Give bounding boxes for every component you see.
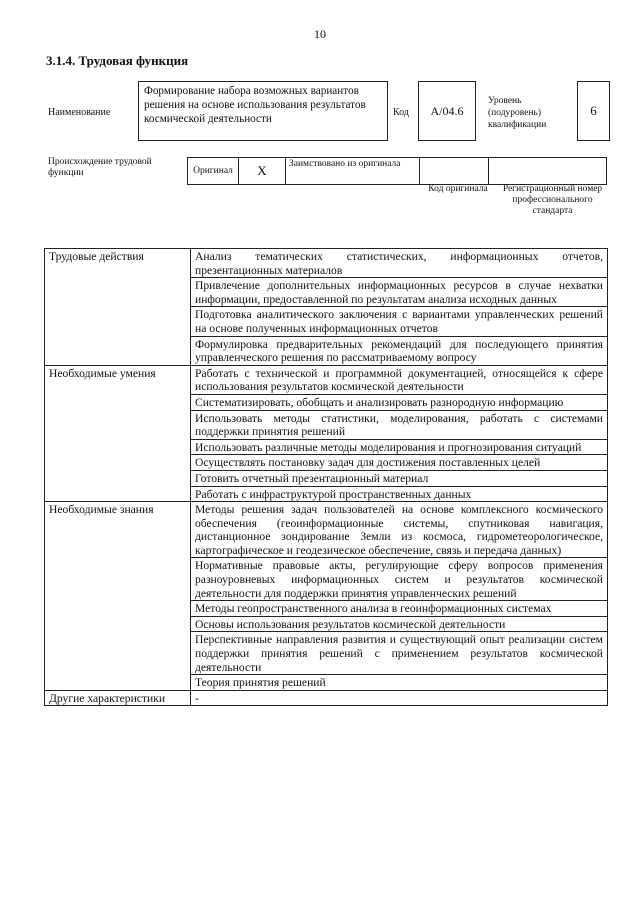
item-cell: Работать с инфраструктурой пространственных данных <box>191 486 608 502</box>
item-cell: Использовать различные методы моделирования и прогнозирования ситуаций <box>191 439 608 455</box>
item-cell: Нормативные правовые акты, регулирующие сферу вопросов применения разноуровневых информационных систем и результатов космической деятельности для поддержки принятия управленческих решений <box>191 558 608 601</box>
category-cell: Трудовые действия <box>45 249 191 366</box>
level-value: 6 <box>577 81 610 141</box>
original-label: Оригинал <box>187 157 239 185</box>
item-cell: Использовать методы статистики, моделирования, работать с системами поддержки принятия решений <box>191 410 608 439</box>
name-label: Наименование <box>48 107 111 118</box>
function-name-value: Формирование набора возможных вариантов решения на основе использования результатов космической деятельности <box>138 81 388 141</box>
item-cell: Систематизировать, обобщать и анализировать разнородную информацию <box>191 394 608 410</box>
category-cell: Необходимые умения <box>45 365 191 501</box>
item-cell: Анализ тематических статистических, информационных отчетов, презентационных материалов <box>191 249 608 278</box>
item-cell: Методы геопространственного анализа в геоинформационных системах <box>191 601 608 617</box>
item-cell: Подготовка аналитического заключения с вариантами управленческих решений на основе полученных информационных отчетов <box>191 307 608 336</box>
origin-label: Происхождение трудовой функции <box>48 157 152 178</box>
function-table <box>44 248 608 706</box>
item-cell: Работать с технической и программной документацией, относящейся к сфере использования результатов космической деятельности <box>191 365 608 394</box>
code-caption: Код оригинала <box>428 184 488 194</box>
item-cell: Привлечение дополнительных информационных ресурсов в случае нехватки информации, предоставленной по результатам анализа исходных данных <box>191 278 608 307</box>
code-value: A/04.6 <box>418 81 476 141</box>
item-cell: Методы решения задач пользователей на основе комплексного космического обеспечения (геоинформационные системы, спутниковая навигация, дистанционное зондирование Земли из космоса, гидрометеорологическое, картографическое и геодезическое обеспечение, связь и передача данных) <box>191 502 608 558</box>
origin-row <box>188 157 607 185</box>
item-cell: Перспективные направления развития и существующий опыт реализации систем поддержки принятия решений с применением результатов космической деятельности <box>191 632 608 675</box>
item-cell: Готовить отчетный презентационный материал <box>191 470 608 486</box>
table-row <box>45 365 608 394</box>
original-code-cell <box>419 157 489 185</box>
item-cell: Формулировка предварительных рекомендаций для последующего принятия управленческого решения по рассматриваемому вопросу <box>191 336 608 365</box>
category-cell: Другие характеристики <box>45 690 191 706</box>
item-cell: Теория принятия решений <box>191 675 608 691</box>
reg-number-cell <box>488 157 607 185</box>
reg-caption: Регистрационный номер профессионального стандарта <box>502 184 603 216</box>
item-cell: Осуществлять постановку задач для достижения поставленных целей <box>191 455 608 471</box>
section-title: 3.1.4. Трудовая функция <box>46 53 189 68</box>
original-mark: X <box>238 157 286 185</box>
table-row <box>45 249 608 278</box>
table-row <box>45 690 608 706</box>
item-cell: - <box>191 690 608 706</box>
table-row <box>45 502 608 558</box>
item-cell: Основы использования результатов космической деятельности <box>191 616 608 632</box>
page-number: 10 <box>314 27 326 41</box>
category-cell: Необходимые знания <box>45 502 191 691</box>
level-label: Уровень (подуровень) квалификации <box>488 96 547 130</box>
code-label: Код <box>393 107 409 118</box>
borrowed-label: Заимствовано из оригинала <box>285 157 420 185</box>
